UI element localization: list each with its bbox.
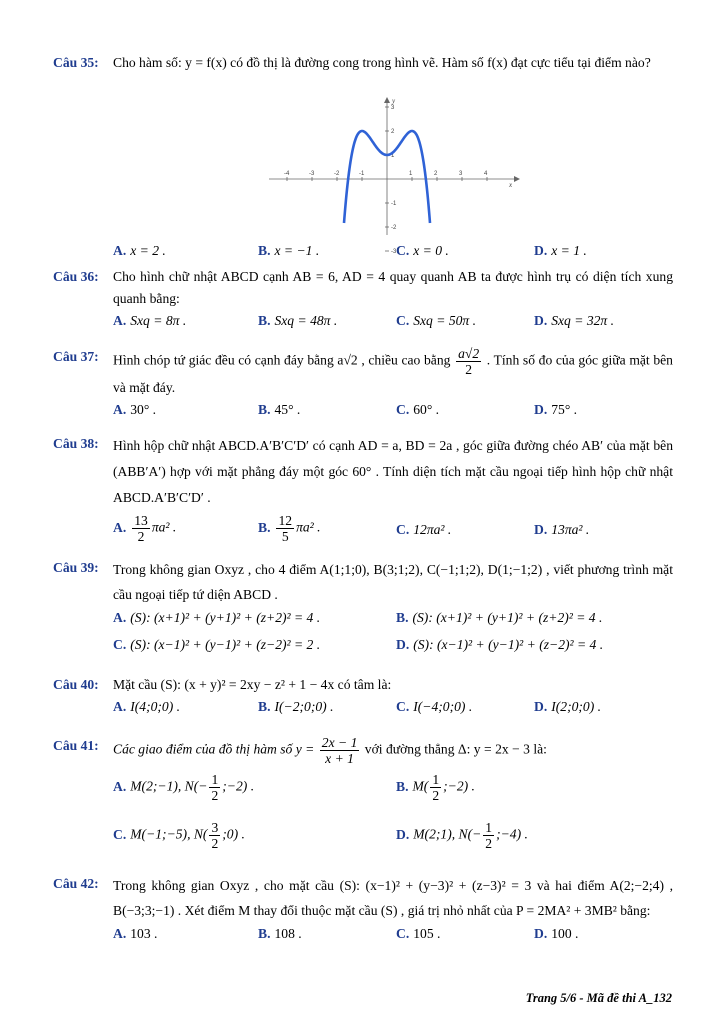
y-tick-label: 1 bbox=[391, 153, 395, 159]
question-number: Câu 41: bbox=[53, 738, 99, 753]
x-tick-label: 4 bbox=[484, 171, 488, 177]
option-c[interactable]: C. I(−4;0;0) . bbox=[396, 699, 473, 714]
option-c[interactable]: C. Sxq = 50π . bbox=[396, 313, 477, 328]
question-number: Câu 40: bbox=[53, 677, 99, 692]
x-tick-label: 2 bbox=[434, 171, 438, 177]
option-b[interactable]: B. 108 . bbox=[258, 926, 302, 941]
question-35 bbox=[53, 52, 673, 74]
question-number: Câu 36: bbox=[53, 269, 99, 284]
option-b[interactable]: B. $\frac{12}{5}$ πa² . bbox=[258, 513, 321, 544]
question-number: Câu 35: bbox=[53, 55, 99, 70]
option-c[interactable]: C. 60° . bbox=[396, 402, 440, 417]
x-tick-label: 3 bbox=[459, 171, 463, 177]
y-tick-label: -3 bbox=[391, 249, 397, 255]
option-a[interactable]: A. M(2;−1), N(− $\frac{1}{2}$ ;−2) . bbox=[113, 772, 255, 803]
y-tick-label: 3 bbox=[391, 105, 395, 111]
question-37 bbox=[53, 346, 673, 421]
x-tick-label: -4 bbox=[284, 171, 290, 177]
option-d[interactable]: D. 75° . bbox=[534, 402, 578, 417]
option-a[interactable]: A. Sxq = 8π . bbox=[113, 313, 187, 328]
option-d[interactable]: D. I(2;0;0) . bbox=[534, 699, 602, 714]
option-c[interactable]: C. (S): (x−1)² + (y−1)² + (z−2)² = 2 . bbox=[113, 637, 321, 652]
question-text: Mặt cầu (S): (x + y)² = 2xy − z² + 1 − 4x có tâm là: bbox=[113, 677, 392, 692]
question-39 bbox=[53, 557, 673, 661]
y-tick-label: -2 bbox=[391, 225, 397, 231]
x-axis-label: x bbox=[509, 181, 513, 189]
option-b[interactable]: B. M( $\frac{1}{2}$ ;−2) . bbox=[396, 772, 475, 803]
option-b[interactable]: B. 45° . bbox=[258, 402, 301, 417]
question-text: Hình hộp chữ nhật ABCD.A′B′C′D′ có cạnh AD = a, BD = 2a , góc giữa đường chéo AB′ của mặt bên (ABB′A′) hợp với mặt phẳng đáy một góc 60° . Tính diện tích mặt cầu ngoại tiếp hình hộp chữ nhật ABCD.A′B′C′D′ . bbox=[113, 438, 673, 505]
option-a[interactable]: A. (S): (x+1)² + (y+1)² + (z+2)² = 4 . bbox=[113, 610, 321, 625]
option-a[interactable]: A. 103 . bbox=[113, 926, 158, 941]
question-number: Câu 39: bbox=[53, 560, 99, 575]
question-42 bbox=[53, 873, 673, 945]
y-tick-label: -1 bbox=[391, 201, 397, 207]
question-number: Câu 37: bbox=[53, 349, 99, 364]
option-d[interactable]: D. x = 1 . bbox=[534, 243, 587, 258]
option-c[interactable]: C. 105 . bbox=[396, 926, 441, 941]
y-axis-label: y bbox=[392, 97, 396, 105]
x-axis-arrow bbox=[514, 176, 520, 182]
option-d[interactable]: D. M(2;1), N(− $\frac{1}{2}$ ;−4) . bbox=[396, 820, 528, 851]
question-text: Trong không gian Oxyz , cho mặt cầu (S): (x−1)² + (y−3)² + (z−3)² = 3 và hai điểm A(2;−2;4) , B(−3;3;−1) . Xét điểm M thay đổi thuộc mặt cầu (S) , giá trị nhỏ nhất của P = 2MA² + 3MB² bằng: bbox=[113, 878, 673, 918]
question-text: Cho hình chữ nhật ABCD cạnh AB = 6, AD = 4 quay quanh AB ta được hình trụ có diện tích xung quanh bằng: bbox=[113, 269, 673, 306]
question-36 bbox=[53, 266, 673, 332]
option-b[interactable]: B. Sxq = 48π . bbox=[258, 313, 338, 328]
question-41 bbox=[53, 735, 673, 862]
question-text: Cho hàm số: y = f(x) có đồ thị là đường cong trong hình vẽ. Hàm số f(x) đạt cực tiểu tại điểm nào? bbox=[113, 55, 651, 70]
question-number: Câu 38: bbox=[53, 436, 99, 451]
option-c[interactable]: C. M(−1;−5), N( $\frac{3}{2}$ ;0) . bbox=[113, 820, 245, 851]
option-d[interactable]: D. Sxq = 32π . bbox=[534, 313, 615, 328]
option-a[interactable]: A. x = 2 . bbox=[113, 243, 166, 258]
x-tick-label: -3 bbox=[309, 171, 315, 177]
y-axis-arrow bbox=[384, 97, 390, 103]
option-a[interactable]: A. I(4;0;0) . bbox=[113, 699, 181, 714]
option-a[interactable]: A. 30° . bbox=[113, 402, 157, 417]
x-tick-label: -1 bbox=[359, 171, 365, 177]
question-text: Hình chóp tứ giác đều có cạnh đáy bằng a√2 , chiều cao bằng $\frac{a√2}{2}$ . Tính số đo của góc giữa mặt bên và mặt đáy. bbox=[113, 346, 673, 395]
height-fraction: $\frac{a√2}{2}$ bbox=[458, 346, 480, 377]
page-footer: Trang 5/6 - Mã đề thi A_132 bbox=[525, 991, 672, 1005]
x-tick-label: 1 bbox=[409, 171, 413, 177]
x-tick-label: -2 bbox=[334, 171, 340, 177]
question-38 bbox=[53, 433, 673, 549]
option-d[interactable]: D. (S): (x−1)² + (y−1)² + (z−2)² = 4 . bbox=[396, 637, 604, 652]
option-a[interactable]: A. $\frac{13}{2}$ πa² . bbox=[113, 513, 177, 544]
question-text: Các giao điểm của đồ thị hàm số y = $\frac{2x - 1}{x + 1}$ với đường thẳng Δ: y = 2x − 3 là: bbox=[113, 735, 547, 766]
option-b[interactable]: B. (S): (x+1)² + (y+1)² + (z+2)² = 4 . bbox=[396, 610, 603, 625]
option-c[interactable]: C. x = 0 . bbox=[396, 243, 449, 258]
question-text: Trong không gian Oxyz , cho 4 điểm A(1;1;0), B(3;1;2), C(−1;1;2), D(1;−1;2) , viết phương trình mặt cầu ngoại tiếp tứ diện ABCD . bbox=[113, 562, 673, 602]
option-d[interactable]: D. 100 . bbox=[534, 926, 579, 941]
y-tick-label: 2 bbox=[391, 129, 395, 135]
option-b[interactable]: B. x = −1 . bbox=[258, 243, 320, 258]
question-number: Câu 42: bbox=[53, 876, 99, 891]
question-40 bbox=[53, 674, 673, 722]
option-c[interactable]: C. 12πa² . bbox=[396, 522, 452, 537]
option-b[interactable]: B. I(−2;0;0) . bbox=[258, 699, 334, 714]
option-d[interactable]: D. 13πa² . bbox=[534, 522, 590, 537]
function-fraction: $\frac{2x - 1}{x + 1}$ bbox=[321, 735, 358, 766]
question-35-options bbox=[53, 240, 673, 262]
